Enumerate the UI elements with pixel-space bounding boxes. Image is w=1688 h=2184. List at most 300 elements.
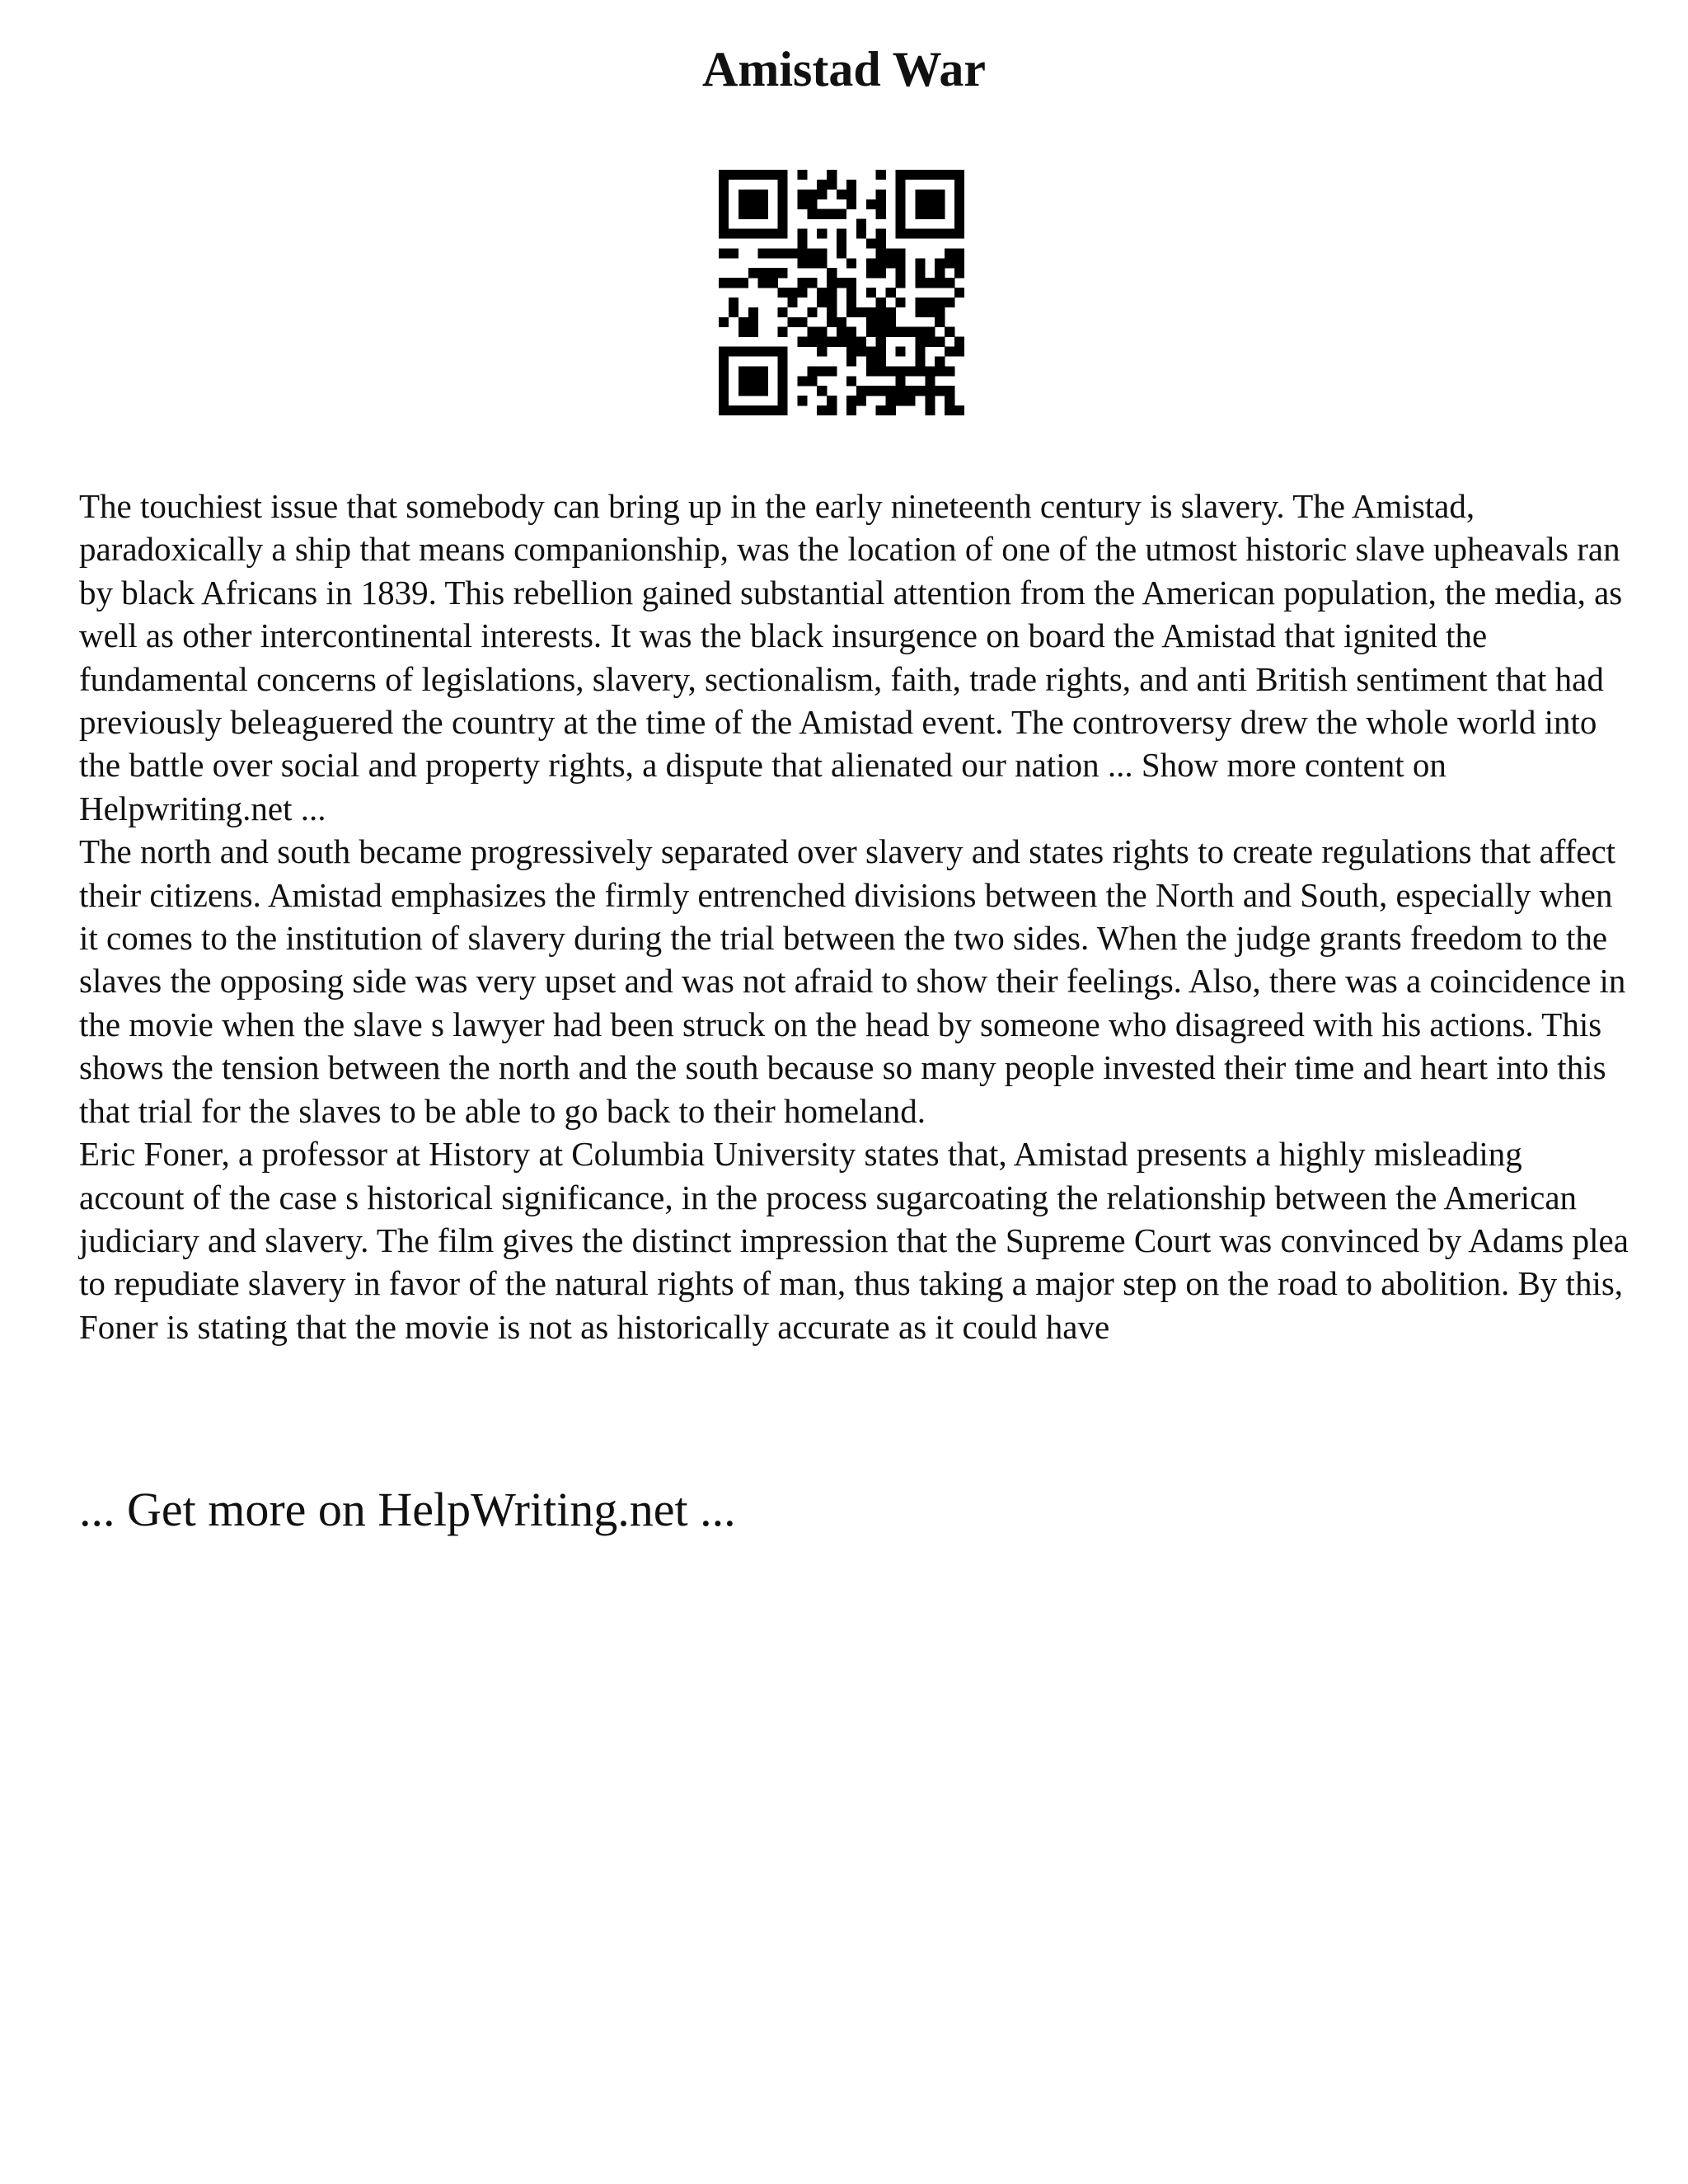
qr-module bbox=[719, 347, 729, 357]
qr-module bbox=[778, 396, 788, 405]
qr-module bbox=[896, 347, 906, 357]
qr-module bbox=[758, 248, 768, 258]
qr-module bbox=[719, 376, 729, 386]
qr-module bbox=[876, 190, 886, 199]
qr-module bbox=[758, 366, 768, 376]
qr-module bbox=[915, 356, 925, 366]
qr-module bbox=[817, 248, 827, 258]
qr-module bbox=[729, 298, 738, 307]
qr-module bbox=[797, 288, 807, 298]
qr-module bbox=[954, 170, 964, 180]
qr-module bbox=[856, 307, 866, 317]
qr-module bbox=[748, 376, 758, 386]
qr-module bbox=[876, 337, 886, 347]
qr-module bbox=[876, 327, 886, 337]
qr-module bbox=[817, 288, 827, 298]
qr-module bbox=[827, 405, 837, 415]
qr-module bbox=[738, 405, 748, 415]
qr-module bbox=[925, 366, 935, 376]
qr-module bbox=[876, 405, 886, 415]
qr-module bbox=[945, 327, 954, 337]
qr-module bbox=[954, 248, 964, 258]
qr-module bbox=[935, 386, 945, 396]
qr-module bbox=[935, 268, 945, 278]
qr-module bbox=[748, 366, 758, 376]
qr-module bbox=[846, 180, 856, 190]
qr-module bbox=[729, 248, 738, 258]
qr-module bbox=[915, 298, 925, 307]
qr-module bbox=[876, 248, 886, 258]
qr-module bbox=[778, 199, 788, 209]
qr-module bbox=[886, 288, 896, 298]
qr-module bbox=[876, 347, 886, 357]
qr-module bbox=[778, 347, 788, 357]
paragraph-1: The touchiest issue that somebody can bring up in the early nineteenth century is slavery. The Amistad, paradoxically a ship that means companionship, was the location of one of the utmost historic slave upheavals ran by black Africans in 1839. This rebellion gained substantial attention from the American population, the media, as well as other intercontinental interests. It was the black insurgence on board the Amistad that ignited the fundamental concerns of legislations, slavery, sectionalism, faith, trade rights, and anti British sentiment that had previously beleaguered the country at the time of the Amistad event. The controversy drew the whole world into the battle over social and property rights, a dispute that alienated our nation ... Show more content on Helpwriting.net ... bbox=[79, 487, 1623, 827]
qr-module bbox=[758, 376, 768, 386]
qr-module bbox=[954, 199, 964, 209]
qr-module bbox=[797, 248, 807, 258]
qr-module bbox=[915, 337, 925, 347]
qr-module bbox=[886, 366, 896, 376]
qr-module bbox=[827, 268, 837, 278]
qr-module bbox=[797, 170, 807, 180]
qr-module bbox=[876, 356, 886, 366]
qr-module bbox=[797, 238, 807, 248]
qr-module bbox=[729, 278, 738, 288]
qr-module bbox=[778, 209, 788, 219]
qr-module bbox=[925, 170, 935, 180]
qr-module bbox=[827, 298, 837, 307]
qr-module bbox=[945, 258, 954, 268]
qr-module bbox=[905, 327, 915, 337]
qr-module bbox=[738, 347, 748, 357]
qr-module bbox=[817, 180, 827, 190]
qr-module bbox=[748, 170, 758, 180]
qr-module bbox=[758, 170, 768, 180]
qr-module bbox=[935, 366, 945, 376]
qr-module bbox=[827, 366, 837, 376]
qr-module bbox=[954, 337, 964, 347]
qr-module bbox=[925, 278, 935, 288]
qr-module bbox=[915, 229, 925, 239]
qr-module bbox=[778, 386, 788, 396]
document-title: Amistad War bbox=[702, 42, 986, 96]
qr-module bbox=[876, 258, 886, 268]
qr-module bbox=[896, 376, 906, 386]
qr-module bbox=[748, 229, 758, 239]
qr-module bbox=[778, 288, 788, 298]
qr-module bbox=[866, 356, 876, 366]
qr-module bbox=[827, 317, 837, 327]
qr-module bbox=[876, 386, 886, 396]
qr-module bbox=[719, 180, 729, 190]
qr-module bbox=[915, 258, 925, 268]
qr-module bbox=[876, 229, 886, 239]
qr-module bbox=[876, 238, 886, 248]
qr-module bbox=[896, 170, 906, 180]
qr-module bbox=[866, 258, 876, 268]
qr-module bbox=[935, 298, 945, 307]
qr-module bbox=[758, 268, 768, 278]
qr-module bbox=[797, 376, 807, 386]
qr-module bbox=[945, 396, 954, 405]
qr-module bbox=[719, 356, 729, 366]
qr-module bbox=[856, 396, 866, 405]
qr-module bbox=[935, 317, 945, 327]
qr-module bbox=[758, 278, 768, 288]
qr-module bbox=[758, 190, 768, 199]
qr-module bbox=[768, 229, 778, 239]
qr-module bbox=[886, 386, 896, 396]
qr-module bbox=[768, 170, 778, 180]
qr-module bbox=[846, 405, 856, 415]
qr-module bbox=[729, 229, 738, 239]
qr-module bbox=[787, 317, 797, 327]
qr-module bbox=[778, 307, 788, 317]
qr-module bbox=[778, 327, 788, 337]
qr-module bbox=[866, 307, 876, 317]
qr-module bbox=[905, 170, 915, 180]
paragraph-3: Eric Foner, a professor at History at Columbia University states that, Amistad presents a highly misleading account of the case s historical significance, in the process sugarcoating the relationship between the American judiciary and slavery. The film gives the distinct impression that the Supreme Court was convinced by Adams plea to repudiate slavery in favor of the natural rights of man, thus taking a major step on the road to abolition. By this, Foner is stating that the movie is not as historically accurate as it could have bbox=[79, 1135, 1629, 1346]
qr-module bbox=[896, 268, 906, 278]
qr-module bbox=[807, 209, 817, 219]
qr-module bbox=[856, 347, 866, 357]
qr-module bbox=[738, 199, 748, 209]
qr-module bbox=[915, 307, 925, 317]
qr-module bbox=[856, 229, 866, 239]
qr-module bbox=[778, 376, 788, 386]
qr-module bbox=[768, 248, 778, 258]
qr-module bbox=[935, 190, 945, 199]
qr-module bbox=[866, 327, 876, 337]
qr-module bbox=[935, 356, 945, 366]
qr-module bbox=[807, 327, 817, 337]
qr-module bbox=[896, 209, 906, 219]
qr-module bbox=[915, 278, 925, 288]
qr-code-icon[interactable] bbox=[719, 170, 964, 415]
qr-module bbox=[925, 337, 935, 347]
qr-module bbox=[719, 386, 729, 396]
qr-module bbox=[866, 347, 876, 357]
qr-module bbox=[945, 248, 954, 258]
qr-module bbox=[846, 396, 856, 405]
qr-module bbox=[846, 307, 856, 317]
qr-module bbox=[896, 229, 906, 239]
qr-module bbox=[768, 278, 778, 288]
qr-module bbox=[738, 209, 748, 219]
qr-module bbox=[896, 258, 906, 268]
qr-module bbox=[837, 229, 846, 239]
qr-module bbox=[846, 190, 856, 199]
qr-module bbox=[925, 376, 935, 386]
qr-module bbox=[817, 327, 827, 337]
qr-module bbox=[866, 366, 876, 376]
qr-module bbox=[787, 288, 797, 298]
qr-module bbox=[954, 258, 964, 268]
qr-module bbox=[905, 386, 915, 396]
qr-module bbox=[817, 209, 827, 219]
qr-module bbox=[915, 170, 925, 180]
qr-module bbox=[935, 229, 945, 239]
qr-module bbox=[846, 298, 856, 307]
qr-module bbox=[954, 219, 964, 229]
qr-module bbox=[729, 347, 738, 357]
qr-module bbox=[827, 307, 837, 317]
qr-module bbox=[954, 209, 964, 219]
qr-module bbox=[797, 396, 807, 405]
qr-module bbox=[807, 376, 817, 386]
qr-module bbox=[758, 386, 768, 396]
qr-module bbox=[846, 376, 856, 386]
qr-module bbox=[748, 317, 758, 327]
qr-module bbox=[807, 366, 817, 376]
qr-module bbox=[837, 337, 846, 347]
qr-module bbox=[817, 337, 827, 347]
qr-module bbox=[827, 170, 837, 180]
qr-module bbox=[876, 307, 886, 317]
qr-module bbox=[846, 356, 856, 366]
qr-module bbox=[896, 219, 906, 229]
qr-module bbox=[719, 405, 729, 415]
qr-module bbox=[817, 298, 827, 307]
qr-module bbox=[837, 238, 846, 248]
qr-module bbox=[738, 376, 748, 386]
qr-module bbox=[896, 327, 906, 337]
qr-module bbox=[837, 248, 846, 258]
qr-module bbox=[866, 288, 876, 298]
qr-module bbox=[758, 209, 768, 219]
qr-module bbox=[807, 307, 817, 317]
qr-module bbox=[876, 199, 886, 209]
qr-module bbox=[817, 386, 827, 396]
qr-module bbox=[807, 248, 817, 258]
qr-module bbox=[768, 347, 778, 357]
qr-module bbox=[797, 317, 807, 327]
qr-module bbox=[954, 288, 964, 298]
qr-module bbox=[846, 288, 856, 298]
qr-module bbox=[768, 268, 778, 278]
qr-module bbox=[915, 386, 925, 396]
qr-module bbox=[817, 366, 827, 376]
qr-module bbox=[837, 327, 846, 337]
qr-module bbox=[778, 356, 788, 366]
qr-module bbox=[778, 268, 788, 278]
qr-module bbox=[827, 180, 837, 190]
qr-module bbox=[866, 317, 876, 327]
qr-module bbox=[778, 229, 788, 239]
qr-module bbox=[905, 366, 915, 376]
qr-module bbox=[886, 405, 896, 415]
qr-module bbox=[738, 386, 748, 396]
qr-module bbox=[896, 366, 906, 376]
qr-module bbox=[846, 278, 856, 288]
qr-module bbox=[758, 229, 768, 239]
qr-module bbox=[945, 278, 954, 288]
qr-module bbox=[758, 199, 768, 209]
qr-module bbox=[787, 298, 797, 307]
qr-module bbox=[935, 209, 945, 219]
qr-module bbox=[925, 190, 935, 199]
qr-module bbox=[797, 190, 807, 199]
qr-module bbox=[719, 278, 729, 288]
qr-module bbox=[748, 268, 758, 278]
qr-module bbox=[807, 190, 817, 199]
qr-module bbox=[886, 327, 896, 337]
qr-module bbox=[738, 366, 748, 376]
qr-module bbox=[896, 386, 906, 396]
qr-module bbox=[846, 337, 856, 347]
qr-module bbox=[797, 199, 807, 209]
qr-module bbox=[856, 337, 866, 347]
qr-module bbox=[925, 327, 935, 337]
qr-module bbox=[719, 190, 729, 199]
qr-module bbox=[945, 386, 954, 396]
qr-code-graphic bbox=[719, 170, 964, 415]
qr-module bbox=[925, 386, 935, 396]
qr-module bbox=[817, 405, 827, 415]
qr-module bbox=[925, 209, 935, 219]
qr-module bbox=[876, 209, 886, 219]
qr-module bbox=[807, 199, 817, 209]
qr-module bbox=[954, 347, 964, 357]
qr-module bbox=[817, 258, 827, 268]
qr-module bbox=[778, 405, 788, 415]
qr-module bbox=[935, 337, 945, 347]
qr-module bbox=[896, 190, 906, 199]
qr-module bbox=[925, 199, 935, 209]
qr-module bbox=[837, 190, 846, 199]
qr-module bbox=[719, 199, 729, 209]
paragraph-2: The north and south became progressively separated over slavery and states rights to create regulations that affect their citizens. Amistad emphasizes the firmly entrenched divisions between the North and South, especially when it comes to the institution of slavery during the trial between the two sides. When the judge grants freedom to the slaves the opposing side was very upset and was not afraid to show their feelings. Also, there was a coincidence in the movie when the slave s lawyer had been struck on the head by someone who disagreed with his actions. This shows the tension between the north and the south because so many people invested their time and heart into this that trial for the slaves to be able to go back to their homeland. bbox=[79, 832, 1626, 1130]
qr-module bbox=[748, 327, 758, 337]
qr-module bbox=[797, 337, 807, 347]
qr-module bbox=[896, 396, 906, 405]
qr-module bbox=[738, 229, 748, 239]
qr-module bbox=[915, 347, 925, 357]
qr-module bbox=[748, 347, 758, 357]
qr-module bbox=[896, 298, 906, 307]
qr-module bbox=[925, 298, 935, 307]
qr-module bbox=[778, 248, 788, 258]
qr-module bbox=[748, 386, 758, 396]
qr-module bbox=[876, 268, 886, 278]
qr-module bbox=[954, 268, 964, 278]
qr-module bbox=[738, 170, 748, 180]
qr-module bbox=[738, 190, 748, 199]
qr-module bbox=[738, 278, 748, 288]
qr-module bbox=[876, 317, 886, 327]
qr-module bbox=[846, 327, 856, 337]
qr-module bbox=[758, 405, 768, 415]
qr-module bbox=[935, 278, 945, 288]
qr-module bbox=[896, 180, 906, 190]
qr-module bbox=[748, 405, 758, 415]
qr-module bbox=[827, 337, 837, 347]
qr-module bbox=[935, 170, 945, 180]
qr-module bbox=[954, 190, 964, 199]
qr-module bbox=[954, 405, 964, 415]
qr-module bbox=[748, 209, 758, 219]
qr-module bbox=[925, 307, 935, 317]
qr-module bbox=[945, 405, 954, 415]
qr-module bbox=[817, 347, 827, 357]
qr-module bbox=[827, 288, 837, 298]
qr-module bbox=[925, 229, 935, 239]
qr-module bbox=[935, 258, 945, 268]
qr-module bbox=[896, 199, 906, 209]
qr-module bbox=[807, 337, 817, 347]
qr-module bbox=[719, 248, 729, 258]
qr-module bbox=[748, 190, 758, 199]
qr-module bbox=[856, 386, 866, 396]
qr-module bbox=[817, 190, 827, 199]
qr-module bbox=[768, 405, 778, 415]
qr-module bbox=[738, 317, 748, 327]
qr-module bbox=[748, 199, 758, 209]
qr-module bbox=[866, 238, 876, 248]
qr-module bbox=[817, 229, 827, 239]
qr-module bbox=[778, 366, 788, 376]
qr-module bbox=[837, 317, 846, 327]
qr-module bbox=[915, 327, 925, 337]
qr-module bbox=[729, 405, 738, 415]
qr-module bbox=[945, 170, 954, 180]
qr-module bbox=[807, 278, 817, 288]
qr-module bbox=[945, 298, 954, 307]
qr-module bbox=[837, 209, 846, 219]
qr-module bbox=[758, 347, 768, 357]
qr-module bbox=[886, 317, 896, 327]
qr-module bbox=[905, 396, 915, 405]
qr-module bbox=[876, 170, 886, 180]
qr-module bbox=[886, 307, 896, 317]
qr-module bbox=[778, 170, 788, 180]
qr-module bbox=[807, 258, 817, 268]
qr-module bbox=[719, 317, 729, 327]
qr-module bbox=[719, 209, 729, 219]
qr-module bbox=[729, 170, 738, 180]
qr-module bbox=[954, 180, 964, 190]
qr-module bbox=[935, 307, 945, 317]
qr-module bbox=[846, 258, 856, 268]
qr-module bbox=[915, 199, 925, 209]
qr-module bbox=[738, 327, 748, 337]
qr-module bbox=[915, 268, 925, 278]
qr-module bbox=[886, 396, 896, 405]
qr-module bbox=[797, 229, 807, 239]
qr-module bbox=[778, 180, 788, 190]
qr-module bbox=[748, 307, 758, 317]
article-body bbox=[79, 485, 1629, 1348]
qr-module bbox=[778, 190, 788, 199]
qr-module bbox=[935, 199, 945, 209]
qr-module bbox=[827, 396, 837, 405]
qr-module bbox=[866, 199, 876, 209]
qr-module bbox=[837, 278, 846, 288]
qr-module bbox=[905, 229, 915, 239]
get-more-link[interactable]: ... Get more on HelpWriting.net ... bbox=[79, 1483, 736, 1536]
qr-module bbox=[925, 396, 935, 405]
qr-module bbox=[915, 209, 925, 219]
qr-module bbox=[886, 248, 896, 258]
qr-module bbox=[954, 229, 964, 239]
qr-module bbox=[729, 307, 738, 317]
qr-module bbox=[827, 278, 837, 288]
qr-module bbox=[876, 298, 886, 307]
qr-module bbox=[896, 278, 906, 288]
qr-module bbox=[797, 258, 807, 268]
qr-module bbox=[856, 219, 866, 229]
